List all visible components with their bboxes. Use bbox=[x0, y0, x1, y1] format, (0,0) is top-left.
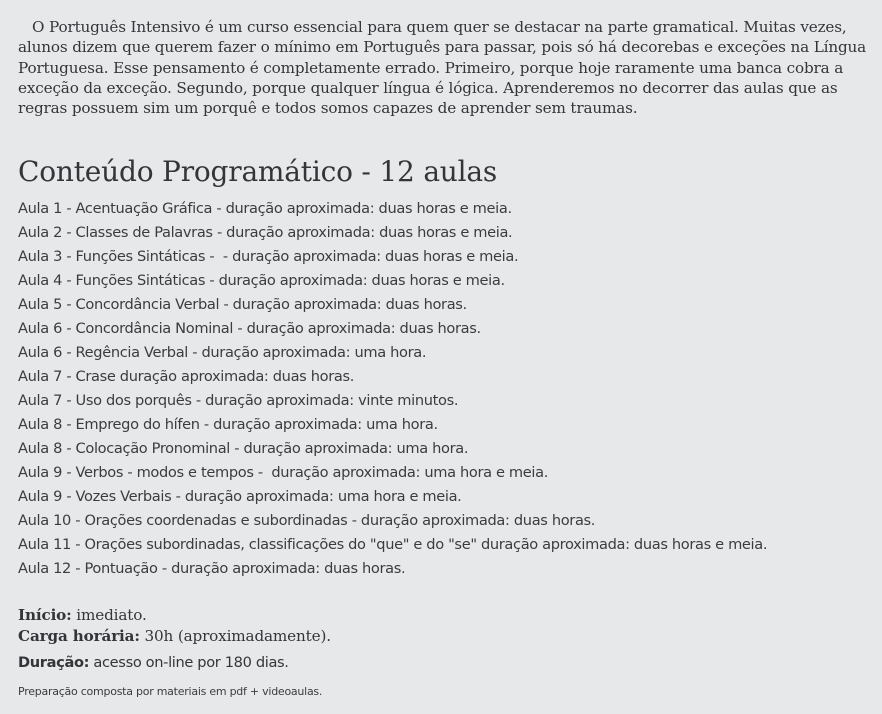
lesson-item: Aula 6 - Concordância Nominal - duração aproximada: duas horas. bbox=[18, 320, 481, 337]
description-line: O Português Intensivo é um curso essencial para quem quer se destacar na parte gramatical. Muitas vezes, bbox=[18, 18, 847, 36]
lesson-item: Aula 8 - Colocação Pronominal - duração aproximada: uma hora. bbox=[18, 440, 469, 457]
duration-value: acesso on-line por 180 dias. bbox=[89, 654, 289, 671]
lesson-item: Aula 6 - Regência Verbal - duração aproximada: uma hora. bbox=[18, 344, 427, 361]
lesson-item: Aula 1 - Acentuação Gráfica - duração aproximada: duas horas e meia. bbox=[18, 200, 512, 217]
workload-value: 30h (aproximadamente). bbox=[139, 626, 331, 645]
lesson-item: Aula 11 - Orações subordinadas, classificações do "que" e do "se" duração aproximada: duas horas e meia. bbox=[18, 536, 768, 553]
lesson-item: Aula 3 - Funções Sintáticas - - duração aproximada: duas horas e meia. bbox=[18, 248, 519, 265]
lesson-list bbox=[18, 197, 767, 581]
start-value: imediato. bbox=[71, 606, 147, 624]
duration-label: Duração: bbox=[18, 654, 90, 671]
description-line: alunos dizem que querem fazer o mínimo em Português para passar, pois só há decorebas e exceções na Língua bbox=[18, 38, 867, 57]
workload-label: Carga horária: bbox=[18, 626, 140, 645]
lesson-item: Aula 9 - Vozes Verbais - duração aproximada: uma hora e meia. bbox=[18, 488, 462, 505]
description-line: regras possuem sim um porquê e todos somos capazes de aprender sem traumas. bbox=[18, 99, 638, 118]
lesson-item: Aula 4 - Funções Sintáticas - duração aproximada: duas horas e meia. bbox=[18, 272, 505, 289]
start-row bbox=[18, 605, 331, 626]
lesson-item: Aula 7 - Crase duração aproximada: duas horas. bbox=[18, 368, 354, 385]
course-description bbox=[18, 17, 878, 118]
lesson-item: Aula 9 - Verbos - modos e tempos - duração aproximada: uma hora e meia. bbox=[18, 464, 548, 481]
syllabus-heading: Conteúdo Programático - 12 aulas bbox=[18, 155, 498, 188]
duration-row bbox=[18, 652, 289, 674]
lesson-item: Aula 8 - Emprego do hífen - duração aproximada: uma hora. bbox=[18, 416, 438, 433]
lesson-item: Aula 7 - Uso dos porquês - duração aproximada: vinte minutos. bbox=[18, 392, 459, 409]
lesson-item: Aula 5 - Concordância Verbal - duração aproximada: duas horas. bbox=[18, 296, 467, 313]
materials-note: Preparação composta por materiais em pdf + videoaulas. bbox=[18, 685, 323, 698]
lesson-item: Aula 12 - Pontuação - duração aproximada: duas horas. bbox=[18, 560, 406, 577]
lesson-item: Aula 10 - Orações coordenadas e subordinadas - duração aproximada: duas horas. bbox=[18, 512, 596, 529]
start-label: Início: bbox=[18, 606, 72, 624]
course-info bbox=[18, 605, 331, 646]
workload-row bbox=[18, 626, 331, 647]
lesson-item: Aula 2 - Classes de Palavras - duração aproximada: duas horas e meia. bbox=[18, 224, 513, 241]
description-line: Portuguesa. Esse pensamento é completamente errado. Primeiro, porque hoje raramente uma banca cobra a bbox=[18, 58, 844, 77]
description-line: exceção da exceção. Segundo, porque qualquer língua é lógica. Aprenderemos no decorrer das aulas que as bbox=[18, 78, 838, 97]
